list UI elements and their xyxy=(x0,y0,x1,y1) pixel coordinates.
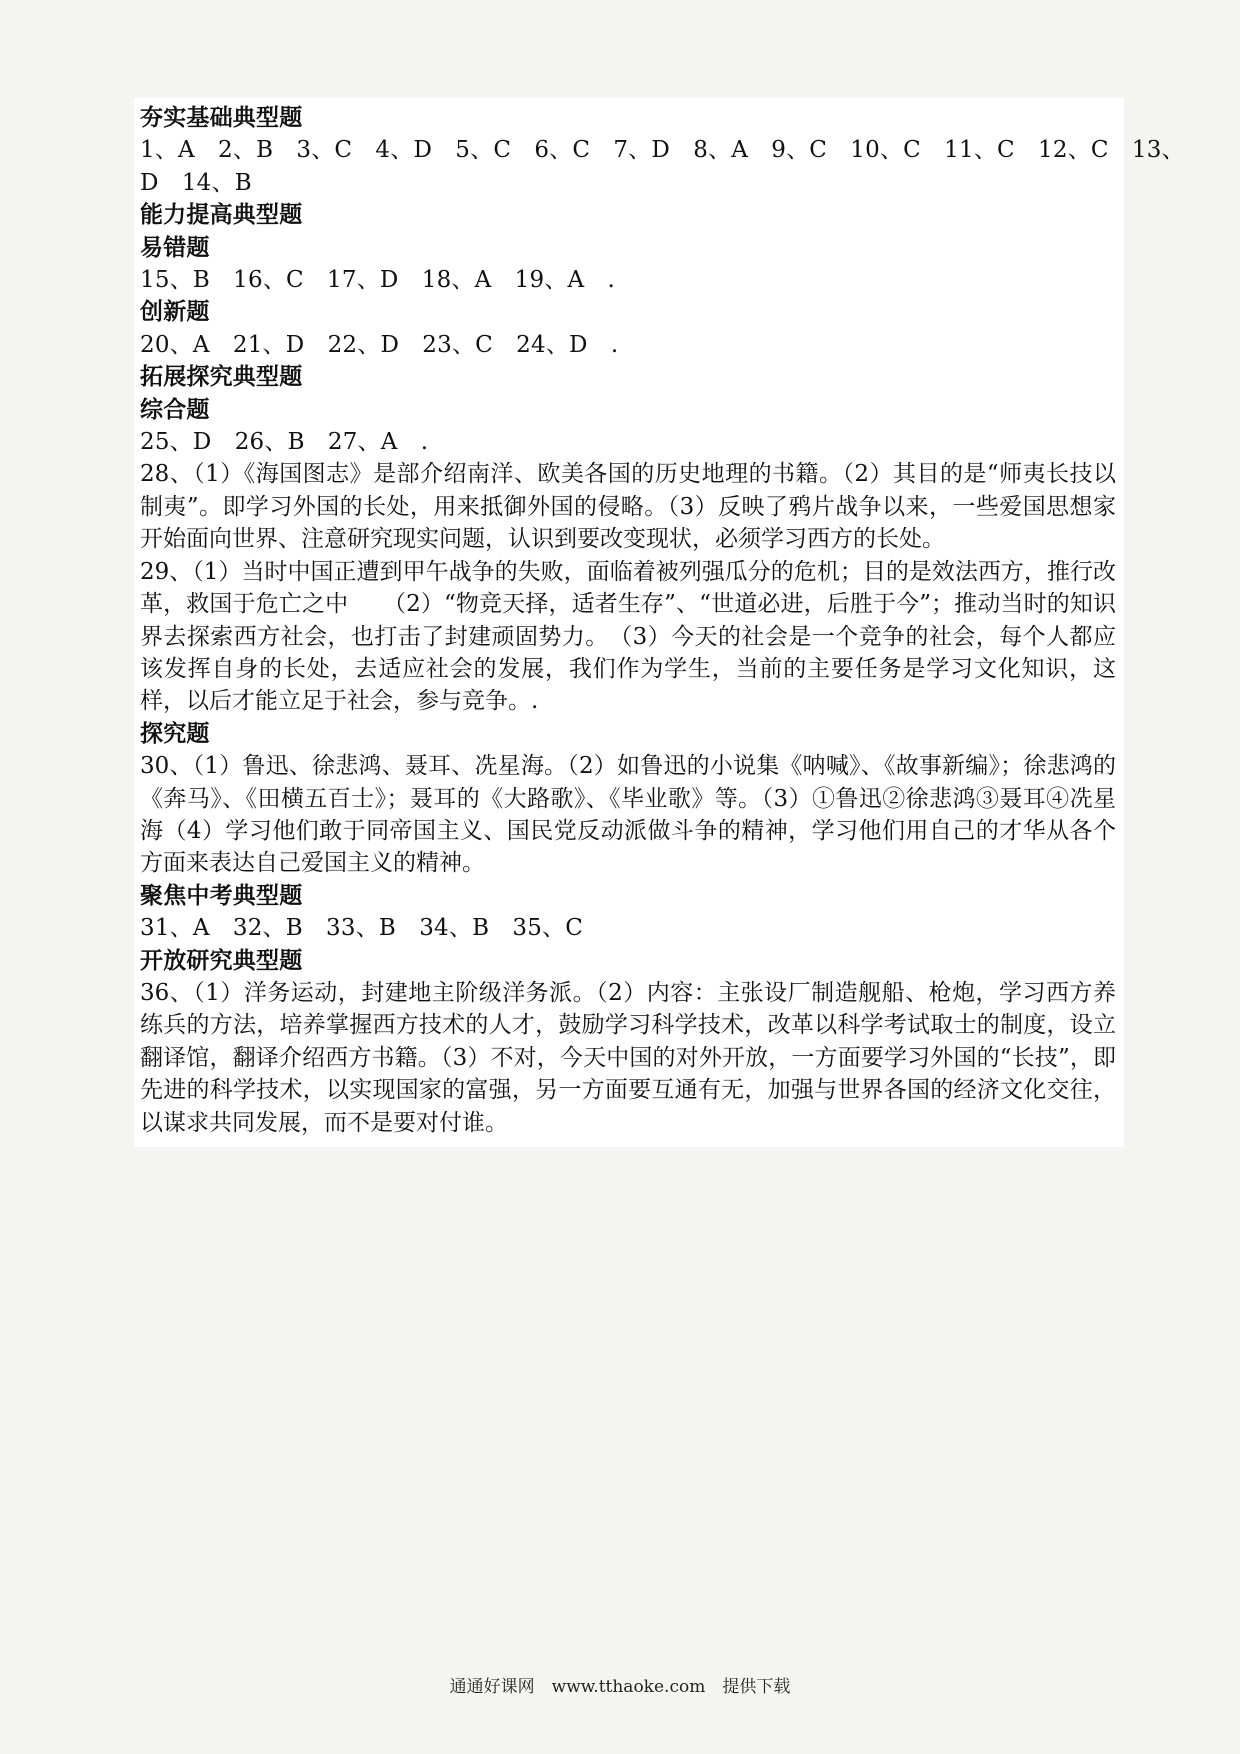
answer-28: 28、（1）《海国图志》是部介绍南洋、欧美各国的历史地理的书籍。（2）其目的是“师夷长技以制夷”。即学习外国的长处，用来抵御外国的侵略。（3）反映了鸦片战争以来，一些爱国思想家开始面向世界、注意研究现实问题，认识到要改变现状，必须学习西方的长处。 xyxy=(140,461,1116,553)
subheading-comprehensive: 综合题 xyxy=(140,395,210,423)
section-heading-extension: 拓展探究典型题 xyxy=(140,363,303,391)
answers-15-19: 15、B 16、C 17、D 18、A 19、A . xyxy=(140,267,616,294)
subheading-inquiry: 探究题 xyxy=(140,719,210,747)
answers-20-24: 20、A 21、D 22、D 23、C 24、D . xyxy=(140,331,619,358)
answers-31-35: 31、A 32、B 33、B 34、B 35、C xyxy=(140,915,584,942)
subheading-error-prone: 易错题 xyxy=(140,233,210,261)
subheading-innovation: 创新题 xyxy=(140,298,210,326)
answers-25-27: 25、D 26、B 27、A . xyxy=(140,429,429,456)
section-heading-basics: 夯实基础典型题 xyxy=(140,104,303,131)
section-heading-open-research: 开放研究典型题 xyxy=(140,946,303,974)
answer-36: 36、（1）洋务运动，封建地主阶级洋务派。（2）内容：主张设厂制造舰船、枪炮，学习西方养练兵的方法，培养掌握西方技术的人才，鼓励学习科学技术，改革以科学考试取士的制度，设立翻译馆，翻译介绍西方书籍。（3）不对，今天中国的对外开放，一方面要学习外国的“长技”，即先进的科学技术，以实现国家的富强，另一方面要互通有无，加强与世界各国的经济文化交往，以谋求共同发展，而不是要对付谁。 xyxy=(140,979,1116,1136)
answer-30: 30、（1）鲁迅、徐悲鸿、聂耳、冼星海。（2）如鲁迅的小说集《呐喊》、《故事新编》；徐悲鸿的《奔马》、《田横五百士》；聂耳的《大路歌》、《毕业歌》等。（3）①鲁迅②徐悲鸿③聂耳④冼星海（4）学习他们敢于同帝国主义、国民党反动派做斗争的精神，学习他们用自己的才华从各个方面来表达自己爱国主义的精神。 xyxy=(140,753,1116,877)
answer-sheet xyxy=(134,98,1185,1147)
section-heading-exam-focus: 聚焦中考典型题 xyxy=(140,881,303,909)
answers-1-13: 1、A 2、B 3、C 4、D 5、C 6、C 7、D 8、A 9、C 10、C 11、C 12、C 13、 xyxy=(140,137,1185,164)
answer-29: 29、（1）当时中国正遭到甲午战争的失败，面临着被列强瓜分的危机；目的是效法西方，推行改革，救国于危亡之中 （2）“物竞天择，适者生存”、“世道必进，后胜于今”；推动当时的知识 界去探索西方社会，也打击了封建顽固势力。 （3）今天的社会是一个竞争的社会，每个人都应该发挥自身的长处，去适应社会的发展，我们作为学生，当前的主要任务是学习文化知识，这样，以后才能立足于社会，参与竞争。. xyxy=(140,558,1116,715)
page-footer: 通通好课网 www.tthaoke.com 提供下载 xyxy=(449,1677,791,1697)
answers-13-14: D 14、B xyxy=(140,169,252,196)
section-heading-ability: 能力提高典型题 xyxy=(140,201,303,229)
